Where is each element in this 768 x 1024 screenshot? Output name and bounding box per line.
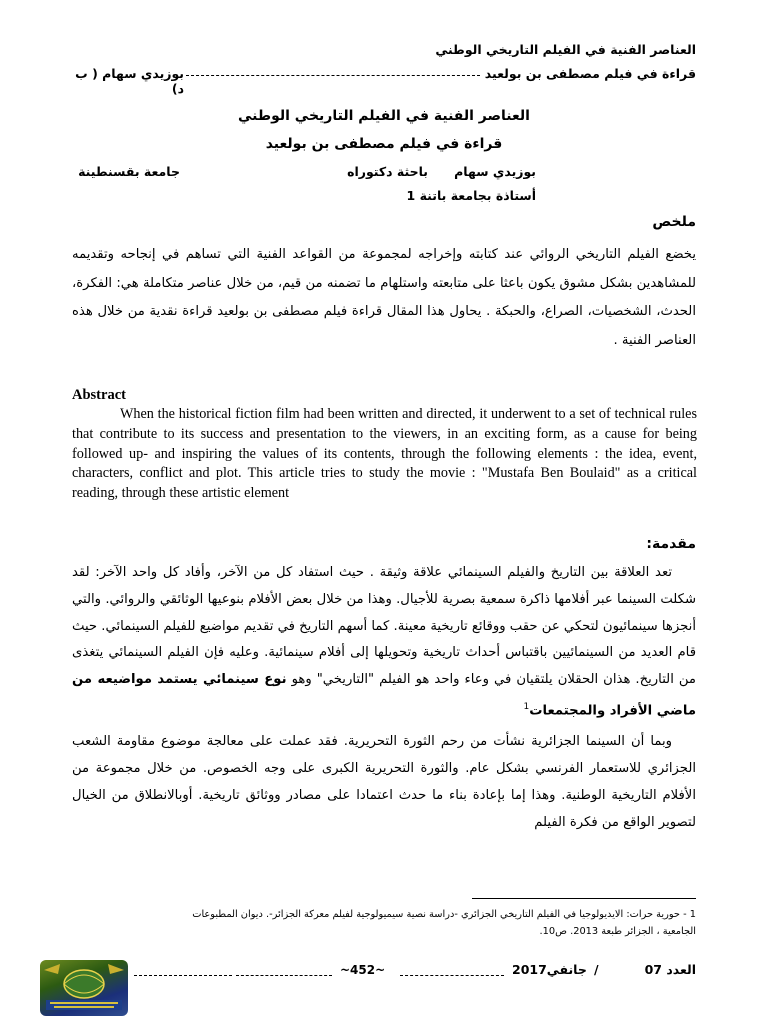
english-abstract-text: When the historical fiction film had been written and directed, it underwent to a set of technical rules that contribute to its success and presentation to the viewers, in an exciting form, as a cause for being followed up- and inspiring the values of its contents, through the following elements : the idea, event, characters, conflict and plot. This article tries to study the movie : "Mustafa Ben Boulaid" as a critical reading, through these artistic element	[72, 406, 697, 502]
arabic-abstract-paragraph: يخضع الفيلم التاريخي الروائي عند كتابته وإخراجه لمجموعة من القواعد الفنية التي تساهم في إنجاحه وتقديمه للمشاهدين بشكل مشوق يكون باعثا على متابعته واستلهام ما تضمنه من قيم، من خلال عناصر متكاملة هي: الفكرة، الحدث، الشخصيات، الصراع، والحبكة . يحاول هذا المقال قراءة فيلم مصطفى بن بولعيد قراءة نقدية من خلال هذه العناصر الفنية .	[72, 247, 696, 348]
journal-logo	[40, 960, 128, 1016]
author-affiliation: أستاذة بجامعة باتنة 1	[406, 188, 536, 203]
author-role: باحثة دكتوراه	[347, 164, 428, 179]
running-header-article: قراءة في فيلم مصطفى بن بولعيد	[484, 66, 696, 81]
introduction-heading: مقدمة:	[646, 536, 696, 552]
author-name: بوزيدي سهام	[454, 164, 536, 179]
footnote	[56, 906, 696, 940]
article-title: العناصر الفنية في الفيلم التاريخي الوطني	[238, 108, 530, 124]
footer-separator: /	[594, 962, 599, 977]
footnote-text-2: الجامعية ، الجزائر طبعة 2013. ص10.	[539, 926, 696, 937]
header-divider	[186, 75, 480, 76]
introduction-paragraph-1-bold: نوع سينمائي يستمد مواضيعه من ماضي الأفراد والمجتمعات	[72, 672, 696, 719]
arabic-abstract-heading: ملخص	[652, 214, 696, 230]
introduction-body	[72, 560, 696, 836]
introduction-paragraph-1-text: تعد العلاقة بين التاريخ والفيلم السينمائي علاقة وثيقة . حيث استفاد كل من الآخر، وأفاد كل واحد الآخر: لقد شكلت السينما عبر أفلامها ذاكرة سمعية بصرية للأجيال. وهذا من خلال بعض الأفلام بنوعيها الوثائقي والروائي. والتي أنجزها سينمائيون لتحكي عن حقب ووقائع تاريخية معينة. كما أسهم التاريخ في تقديم مواضيع للفيلم السينمائي. حيث قام العديد من السينمائيين باقتباس أحداث تاريخية وتحويلها إلى أفلام سينمائية. وعليه فإن الفيلم السينمائي يتغذى من التاريخ. هذان الحقلان يلتقيان في وعاء واحد هو الفيلم "التاريخي" وهو	[72, 565, 696, 688]
article-subtitle: قراءة في فيلم مصطفى بن بولعيد	[265, 136, 503, 152]
footnote-separator	[472, 898, 696, 899]
page-number: ~452~	[340, 963, 386, 977]
arabic-abstract-text	[72, 241, 696, 355]
english-abstract-heading: Abstract	[72, 387, 126, 403]
journal-logo-graphic	[40, 960, 128, 1016]
footnote-line-1	[56, 906, 696, 923]
footnote-number: 1	[689, 909, 696, 920]
author-university: جامعة بقسنطينة	[78, 164, 180, 179]
footer-dash-right	[400, 975, 504, 976]
footnote-text-1: - حورية حرات: الايديولوجيا في الفيلم التاريخي الجزائري -دراسة نصية سيميولوجية لفيلم معركة الجزائر-. ديوان المطبوعات	[192, 909, 687, 920]
footer-issue: العدد 07	[644, 962, 696, 977]
footer-date: جانفي2017	[512, 962, 587, 977]
introduction-paragraph-2-text: وبما أن السينما الجزائرية نشأت من رحم الثورة التحريرية. فقد عملت على معالجة موضوع مقاومة الشعب الجزائري للاستعمار الفرنسي بشكل عام. والثورة التحريرية الكبرى على وجه الخصوص. من خلال مجموعة من الأفلام التاريخية الوطنية. وهذا إما بإعادة بناء ما حدث اعتمادا على مصادر ووثائق تاريخية. أوبالانطلاق من الخيال لتصوير الواقع من فكرة الفيلم	[72, 734, 696, 830]
running-header-title: العناصر الفنية في الفيلم التاريخي الوطني	[435, 42, 696, 57]
running-header-author: بوزيدي سهام ( ب د)	[75, 66, 184, 96]
introduction-paragraph-1	[72, 560, 696, 725]
footer-dash-left	[134, 975, 232, 976]
footer-dash-left-2	[236, 975, 332, 976]
introduction-paragraph-2	[72, 729, 696, 836]
footnote-reference: 1	[523, 701, 530, 712]
